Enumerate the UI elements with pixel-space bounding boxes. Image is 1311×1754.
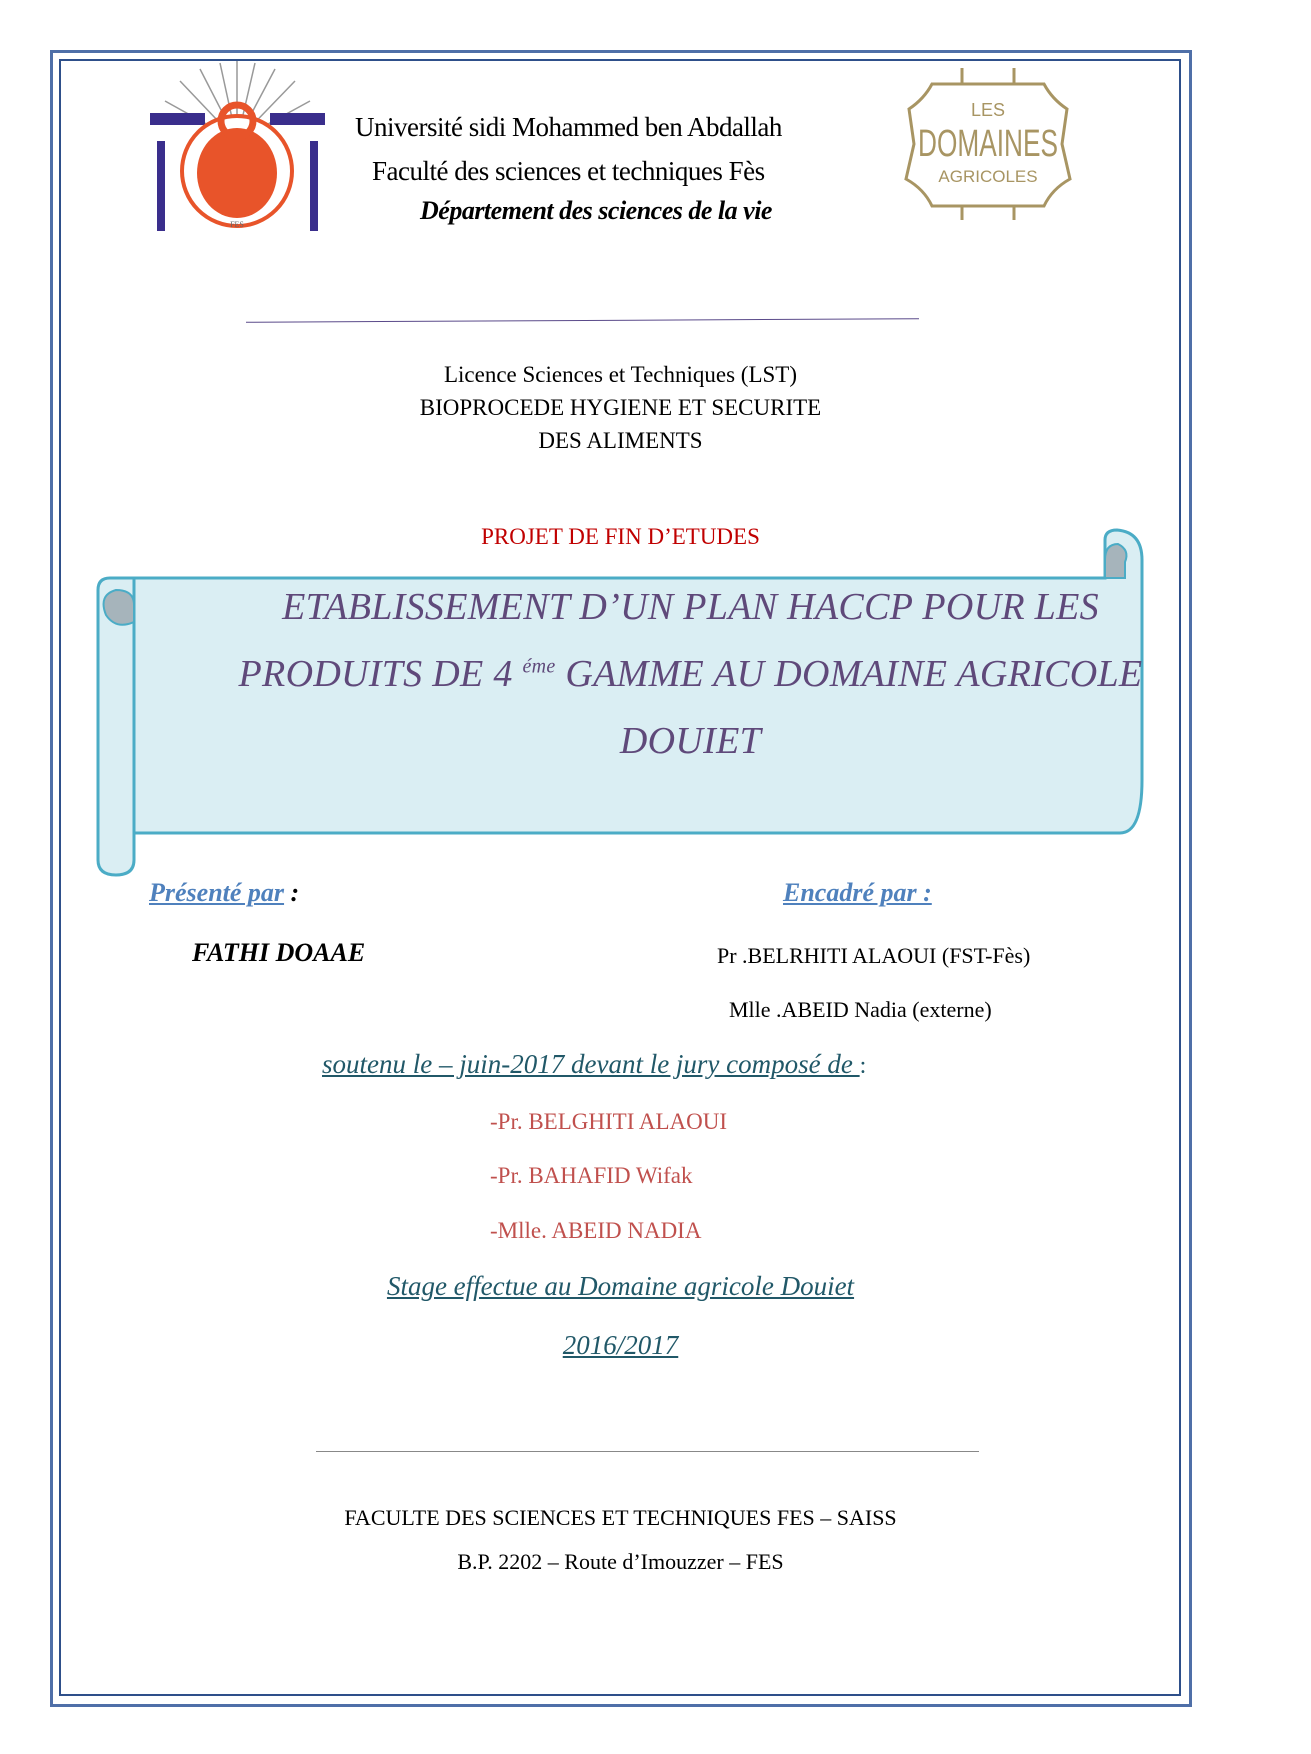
- academic-year: 2016/2017: [562, 1330, 679, 1360]
- defense-line: [322, 1049, 866, 1080]
- presented-by-colon: :: [284, 878, 300, 907]
- university-name: Université sidi Mohammed ben Abdallah: [355, 112, 782, 142]
- title-line-2: [70, 652, 1311, 696]
- year-wrap: [0, 1330, 1241, 1361]
- title-superscript: éme: [522, 655, 556, 678]
- title-scroll-banner: [90, 530, 1152, 880]
- university-logo: [145, 61, 330, 236]
- title-line-2-start: PRODUITS DE 4: [238, 653, 513, 695]
- supervisor-2: Mlle .ABEID Nadia (externe): [729, 997, 992, 1022]
- jury-member-3: -Mlle. ABEID NADIA: [490, 1218, 702, 1243]
- supervisor-1: Pr .BELRHITI ALAOUI (FST-Fès): [717, 943, 1031, 968]
- svg-text:AGRICOLES: AGRICOLES: [938, 167, 1038, 186]
- title-line-1: ETABLISSEMENT D’UN PLAN HACCP POUR LES: [282, 586, 1099, 628]
- svg-text:DOMAINES: DOMAINES: [918, 123, 1058, 165]
- department-name: Département des sciences de la vie: [420, 196, 772, 225]
- svg-text:LES: LES: [970, 100, 1006, 120]
- footer-line-1: FACULTE DES SCIENCES ET TECHNIQUES FES – SAISS: [344, 1505, 897, 1530]
- student-name: FATHI DOAAE: [192, 938, 366, 967]
- supervised-by-label: Encadré par :: [783, 878, 932, 907]
- footer-line-2: B.P. 2202 – Route d’Imouzzer – FES: [457, 1549, 784, 1574]
- internship-place: Stage effectue au Domaine agricole Douiet: [386, 1271, 855, 1301]
- program-line-2: BIOPROCEDE HYGIENE ET SECURITE: [419, 395, 822, 420]
- title-line-3: DOUIET: [619, 720, 762, 762]
- title-line-2-end: GAMME AU DOMAINE AGRICOLE: [565, 653, 1143, 695]
- project-label: PROJET DE FIN D’ETUDES: [481, 524, 760, 549]
- internship-wrap: [0, 1271, 1241, 1302]
- presented-by-label: Présenté par: [149, 878, 285, 907]
- jury-member-2: -Pr. BAHAFID Wifak: [490, 1163, 693, 1188]
- domaines-agricoles-logo: [892, 64, 1084, 224]
- jury-member-1: -Pr. BELGHITI ALAOUI: [490, 1109, 727, 1134]
- defense-text: soutenu le – juin-2017 devant le jury composé de: [322, 1049, 860, 1079]
- program-line-1: Licence Sciences et Techniques (LST): [443, 362, 798, 387]
- defense-colon: :: [859, 1053, 867, 1079]
- presented-by-heading: [149, 878, 299, 908]
- footer-divider: [316, 1451, 979, 1452]
- program-line-3: DES ALIMENTS: [538, 428, 703, 453]
- faculty-name: Faculté des sciences et techniques Fès: [372, 156, 765, 186]
- svg-text:FES: FES: [230, 220, 244, 229]
